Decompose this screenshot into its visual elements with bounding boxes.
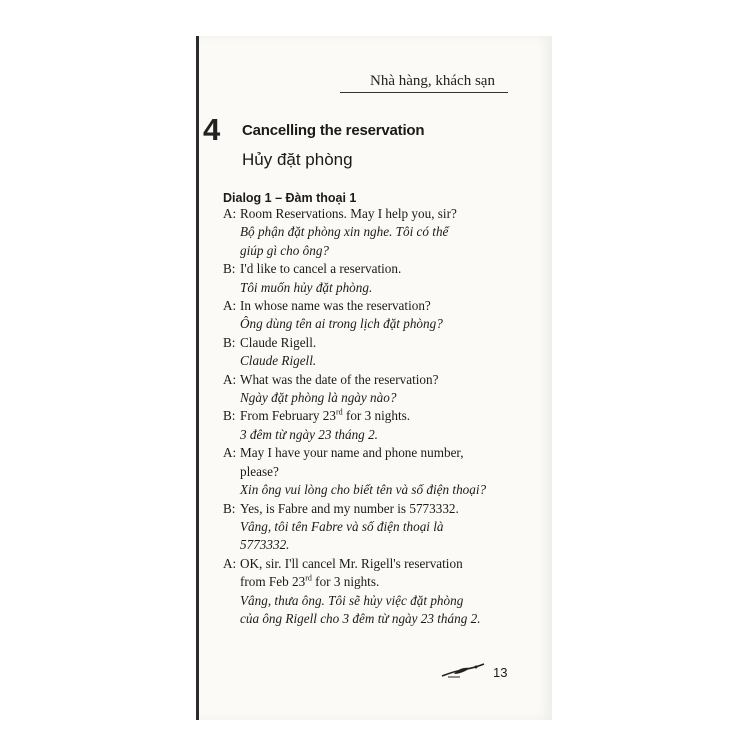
header-rule [340,92,508,93]
vietnamese-line: 5773332. [240,537,290,553]
vietnamese-line: giúp gì cho ông? [240,242,330,258]
ordinal-suffix: rd [305,573,312,583]
chapter-title: Cancelling the reservation [242,122,425,139]
vietnamese-line: 3 đêm từ ngày 23 tháng 2. [240,426,378,442]
vietnamese-line: Ông dùng tên ai trong lịch đặt phòng? [240,316,443,332]
dialog-turn [223,205,523,260]
page-number: 13 [493,665,508,680]
speaker-label: B: [223,500,236,516]
dialog-turn [223,297,523,334]
english-line: Yes, is Fabre and my number is 5773332. [240,500,459,516]
dialog-heading: Dialog 1 – Đàm thoại 1 [223,191,357,205]
speaker-label: B: [223,334,236,350]
dialog-body [223,205,523,628]
dialog-turn [223,500,523,555]
speaker-label: B: [223,261,236,277]
english-line: I'd like to cancel a reservation. [240,261,402,277]
chapter-number: 4 [203,112,221,147]
vietnamese-line: Tôi muốn hủy đặt phòng. [240,279,373,295]
english-line: Room Reservations. May I help you, sir? [240,206,457,221]
vietnamese-line: Xin ông vui lòng cho biết tên và số điện thoại? [240,482,487,498]
english-line: In whose name was the reservation? [240,298,431,314]
vietnamese-line: Claude Rigell. [240,353,317,369]
english-line [240,407,523,425]
english-text: for 3 nights. [342,408,411,424]
dialog-turn [223,260,523,297]
speaker-label: A: [223,371,237,387]
speaker-label: A: [223,445,237,461]
speaker-label: A: [223,298,237,314]
page-gutter-edge [196,36,199,720]
english-text: from Feb 23 [240,574,306,590]
english-line: please? [240,463,279,479]
english-text: for 3 nights. [311,574,380,590]
running-head: Nhà hàng, khách sạn [370,73,495,89]
speaker-label: A: [223,555,237,571]
ordinal-suffix: rd [335,408,343,418]
vietnamese-line: Vâng, thưa ông. Tôi sẽ hủy việc đặt phòng [240,592,464,608]
chapter-subtitle: Hủy đặt phòng [242,150,353,169]
english-line: OK, sir. I'll cancel Mr. Rigell's reservation [240,555,463,571]
english-line: What was the date of the reservation? [240,371,439,387]
vietnamese-line: Bộ phận đặt phòng xin nghe. Tôi có thể [240,224,449,240]
english-text: From February 23 [240,408,336,424]
dialog-turn [223,444,523,499]
dialog-turn [223,334,523,371]
english-line: Claude Rigell. [240,334,317,350]
dialog-turn [223,371,523,408]
speaker-label: A: [223,206,237,221]
english-line [240,573,523,591]
dialog-turn [223,555,523,629]
vietnamese-line: Vâng, tôi tên Fabre và số điện thoại là [240,518,444,534]
vietnamese-line: của ông Rigell cho 3 đêm từ ngày 23 tháng 2. [240,610,481,626]
vietnamese-line: Ngày đặt phòng là ngày nào? [240,390,397,406]
english-line: May I have your name and phone number, [240,445,464,461]
dialog-turn [223,407,523,444]
speaker-label: B: [223,408,236,424]
quill-ornament-icon [440,661,486,681]
